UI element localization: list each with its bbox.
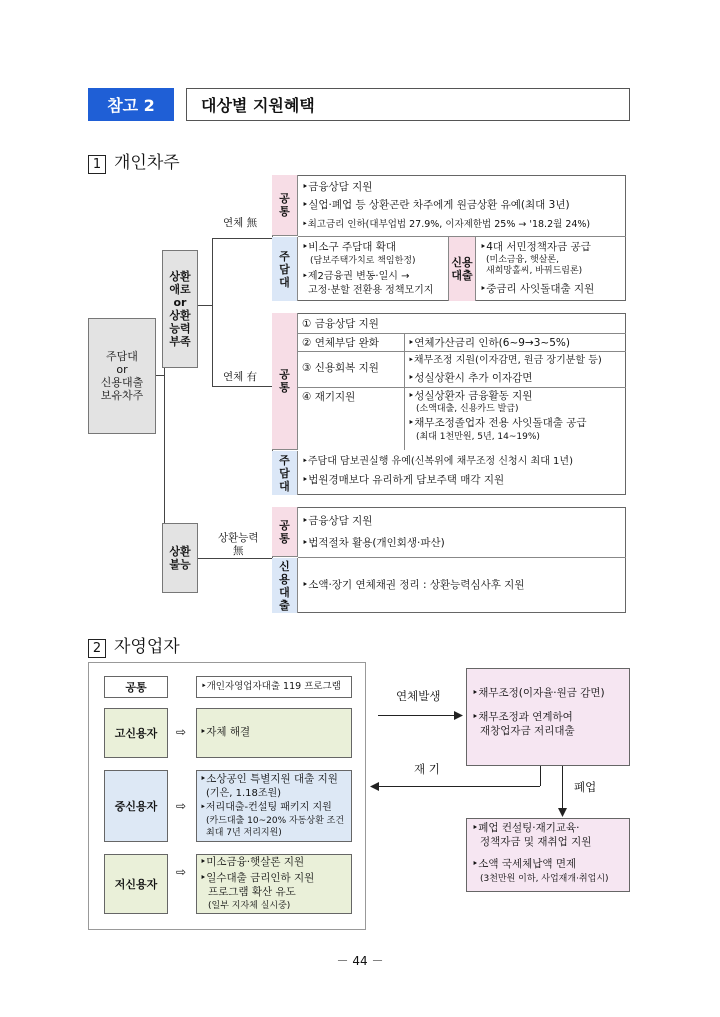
block1-common-1: ‣금융상담 지원 bbox=[302, 181, 373, 193]
se-mid-1: ‣소상공인 특별지원 대출 지원 bbox=[200, 773, 338, 785]
se-right2-1: ‣폐업 컨설팅·재기교육· bbox=[472, 822, 580, 834]
se-common-label: 공통 bbox=[104, 676, 168, 698]
block2-mortgage-label: 주 담 대 bbox=[272, 451, 298, 495]
block1-credit-4: ‣중금리 사잇돌대출 지원 bbox=[480, 283, 595, 295]
section-1-title: 개인차주 bbox=[114, 153, 180, 173]
block2-mortgage-2: ‣법원경매보다 유리하게 담보주택 매각 지원 bbox=[302, 474, 505, 486]
tree-node-unable: 상환 불능 bbox=[162, 523, 198, 593]
label-closure: 폐업 bbox=[574, 780, 597, 794]
block2-row4-right-2: (소액대출, 신용카드 발급) bbox=[416, 404, 519, 414]
reference-tag: 참고 2 bbox=[88, 88, 174, 121]
se-arrow-high: ⇨ bbox=[176, 725, 187, 739]
block3-common-1: ‣금융상담 지원 bbox=[302, 515, 373, 527]
label-restart: 재 기 bbox=[414, 762, 440, 776]
block2-row4-right-3: ‣채무조정졸업자 전용 사잇돌대출 공급 bbox=[408, 417, 587, 429]
block2-common-label: 공 통 bbox=[272, 313, 298, 450]
se-right2-3: ‣소액 국세체납액 면제 bbox=[472, 858, 577, 870]
block1-common-2: ‣실업·폐업 등 상환곤란 차주에게 원금상환 유예(최대 3년) bbox=[302, 199, 570, 211]
label-overdue-occurs: 연체발생 bbox=[396, 689, 441, 703]
se-right1-2: ‣채무조정과 연계하여 bbox=[472, 711, 573, 723]
block1-common-label: 공 통 bbox=[272, 175, 298, 236]
block1-common-3: ‣최고금리 인하(대부업법 27.9%, 이자제한법 25% → '18.2월 24%) bbox=[302, 219, 591, 230]
block2-row3-left: ③ 신용회복 지원 bbox=[302, 362, 379, 374]
block2-row4-right-1: ‣성실상환자 금융활동 지원 bbox=[408, 390, 533, 402]
se-mid-label: 중신용자 bbox=[104, 770, 168, 842]
branch-overdue: 연체 有 bbox=[223, 371, 258, 383]
block2-row3-right-2: ‣성실상환시 추가 이자감면 bbox=[408, 372, 533, 384]
branch-no-capacity: 상환능력 無 bbox=[218, 532, 259, 557]
se-arrow-low: ⇨ bbox=[176, 865, 187, 879]
block1-mortgage-4: 고정·분할 전환용 정책모기지 bbox=[308, 285, 434, 296]
block2-row1: ① 금융상담 지원 bbox=[302, 318, 379, 330]
block3-common-2: ‣법적절차 활용(개인회생·파산) bbox=[302, 537, 445, 549]
se-high-item: ‣자체 해결 bbox=[200, 726, 251, 738]
se-low-3: 프로그램 확산 유도 bbox=[208, 886, 296, 898]
block2-mortgage-1: ‣주담대 담보권실행 유예(신복위에 채무조정 신청시 최대 1년) bbox=[302, 456, 573, 467]
block1-mortgage-2: (담보주택가치로 책임한정) bbox=[310, 256, 416, 266]
tree-root: 주담대 or 신용대출 보유차주 bbox=[88, 318, 156, 434]
block2-row2-left: ② 연체부담 완화 bbox=[302, 337, 379, 349]
se-high-label: 고신용자 bbox=[104, 708, 168, 758]
block1-mortgage-3: ‣제2금융권 변동·일시 → bbox=[302, 271, 410, 282]
block3-credit-1: ‣소액·장기 연체채권 정리 : 상환능력심사후 지원 bbox=[302, 579, 525, 591]
se-mid-3: ‣저리대출-컨설팅 패키지 지원 bbox=[200, 802, 332, 813]
se-low-1: ‣미소금융·햇살론 지원 bbox=[200, 856, 305, 868]
section-1-heading bbox=[88, 148, 180, 174]
block2-row4-left: ④ 재기지원 bbox=[302, 391, 356, 403]
se-right1-3: 재창업자금 저리대출 bbox=[480, 725, 575, 737]
arrow-down-icon bbox=[558, 808, 567, 818]
se-common-program: ‣개인자영업자대출 119 프로그램 bbox=[196, 676, 352, 698]
arrow-left-icon bbox=[370, 782, 380, 791]
block1-credit-3: 새희망홀씨, 바꿔드림론) bbox=[486, 266, 583, 276]
se-low-label: 저신용자 bbox=[104, 854, 168, 914]
se-low-4: (일부 지자체 실시중) bbox=[208, 901, 291, 911]
arrow-right-icon bbox=[454, 711, 464, 720]
se-right1-1: ‣채무조정(이자율·원금 감면) bbox=[472, 687, 605, 699]
se-mid-4: (카드대출 10~20% 자동상환 조건 bbox=[206, 816, 345, 826]
block1-credit-1: ‣4대 서민정책자금 공급 bbox=[480, 241, 591, 253]
section-2-heading bbox=[88, 632, 180, 658]
page-number: － 44 － bbox=[336, 954, 384, 968]
block2-row3-right-1: ‣채무조정 지원(이자감면, 원금 장기분할 등) bbox=[408, 355, 602, 366]
se-mid-2: (기은, 1.18조원) bbox=[206, 788, 282, 799]
page-title: 대상별 지원혜택 bbox=[186, 88, 630, 121]
block1-mortgage-label: 주 담 대 bbox=[272, 237, 298, 301]
block2-row4-right-4: (최대 1천만원, 5년, 14~19%) bbox=[416, 432, 540, 442]
se-mid-5: 최대 7년 저리지원) bbox=[206, 828, 282, 838]
se-right2-4: (3천만원 이하, 사업재개·취업시) bbox=[480, 874, 609, 884]
branch-no-overdue: 연체 無 bbox=[223, 217, 258, 229]
se-arrow-mid: ⇨ bbox=[176, 799, 187, 813]
tree-node-difficulty: 상환 애로 or 상환 능력 부족 bbox=[162, 250, 198, 368]
block3-common-label: 공 통 bbox=[272, 507, 298, 557]
block2-row2-right: ‣연체가산금리 인하(6~9→3~5%) bbox=[408, 337, 570, 349]
block1-credit-2: (미소금융, 햇살론, bbox=[486, 255, 559, 265]
se-right2-2: 정책자금 및 재취업 지원 bbox=[480, 836, 592, 848]
section-2-number: 2 bbox=[88, 639, 106, 658]
section-2-title: 자영업자 bbox=[114, 637, 180, 657]
block1-mortgage-1: ‣비소구 주담대 확대 bbox=[302, 241, 397, 253]
se-low-2: ‣일수대출 금리인하 지원 bbox=[200, 872, 315, 884]
section-1-number: 1 bbox=[88, 155, 106, 174]
block1-credit-label: 신용 대출 bbox=[448, 237, 476, 301]
block3-credit-label: 신 용 대 출 bbox=[272, 558, 298, 613]
